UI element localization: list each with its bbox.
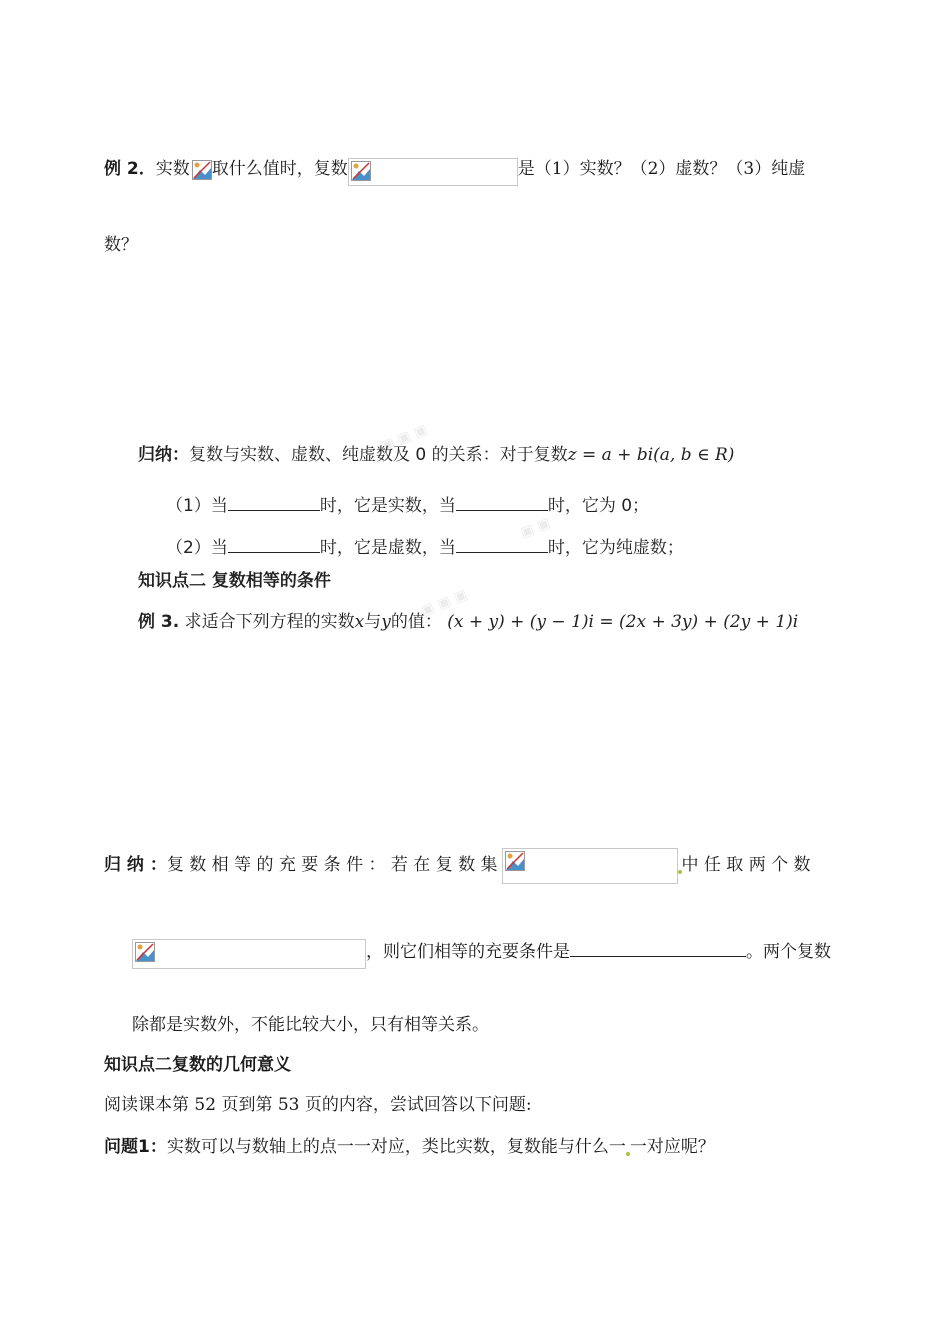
answer-blank[interactable]: [570, 938, 746, 957]
formula-image-placeholder: [132, 939, 366, 969]
summary2-line3: 除都是实数外，不能比较大小，只有相等关系。: [132, 1015, 489, 1035]
answer-blank[interactable]: [456, 534, 548, 553]
summary1-formula: z = a + bi(a, b ∈ R): [567, 445, 735, 465]
watermark: ▣ ▣ ▣: [378, 421, 430, 455]
example3-line: 例 3. 求适合下列方程的实数x与y的值： (x + y) + (y − 1)i = (2x + 3y) + (2y + 1)i: [138, 612, 799, 632]
formula-image-placeholder: [502, 848, 678, 884]
question1-line: 问题1：实数可以与数轴上的点一一对应，类比实数，复数能与什么一 一对应呢？: [104, 1137, 715, 1157]
example3-equation: (x + y) + (y − 1)i = (2x + 3y) + (2y + 1)i: [447, 612, 799, 632]
summary2-line1: 归 纳 ：复 数 相 等 的 充 要 条 件 ： 若 在 复 数 集 中 任 取 两 个 数: [104, 848, 811, 884]
answer-blank[interactable]: [456, 492, 548, 511]
example3-label: 例 3.: [138, 612, 180, 632]
example2-line2: 数？: [104, 235, 138, 255]
question1-label: 问题1：: [104, 1137, 167, 1157]
knowledge-point-2-title: 知识点二 复数相等的条件: [138, 571, 331, 591]
answer-blank[interactable]: [228, 534, 320, 553]
summary2-line2: ，则它们相等的充要条件是 。两个复数: [132, 938, 831, 969]
example2-line1: 例 2．实数 取什么值时，复数 是（1）实数？（2）虚数？（3）纯虚: [104, 158, 805, 186]
answer-blank[interactable]: [228, 492, 320, 511]
example2-label: 例 2．: [104, 159, 156, 179]
watermark: ▣ ▣ ▣: [418, 586, 470, 620]
formula-image-placeholder: [348, 158, 518, 186]
watermark: ▣ ▣: [518, 514, 553, 542]
summary1-line: 归纳：复数与实数、虚数、纯虚数及 0 的关系：对于复数z = a + bi(a, b ∈ R): [138, 445, 735, 465]
reading-instruction: 阅读课本第 52 页到第 53 页的内容，尝试回答以下问题:: [104, 1095, 532, 1115]
broken-image-icon: [190, 158, 212, 184]
summary1-title: 归纳：: [138, 445, 189, 465]
knowledge-point-3-title: 知识点二复数的几何意义: [104, 1055, 291, 1075]
summary1-case2: （2）当 时，它是虚数，当 时，它为纯虚数；: [166, 533, 684, 558]
summary2-label: 归 纳 ：: [104, 855, 167, 875]
summary1-case1: （1）当 时，它是实数，当 时，它为 0；: [166, 491, 649, 516]
